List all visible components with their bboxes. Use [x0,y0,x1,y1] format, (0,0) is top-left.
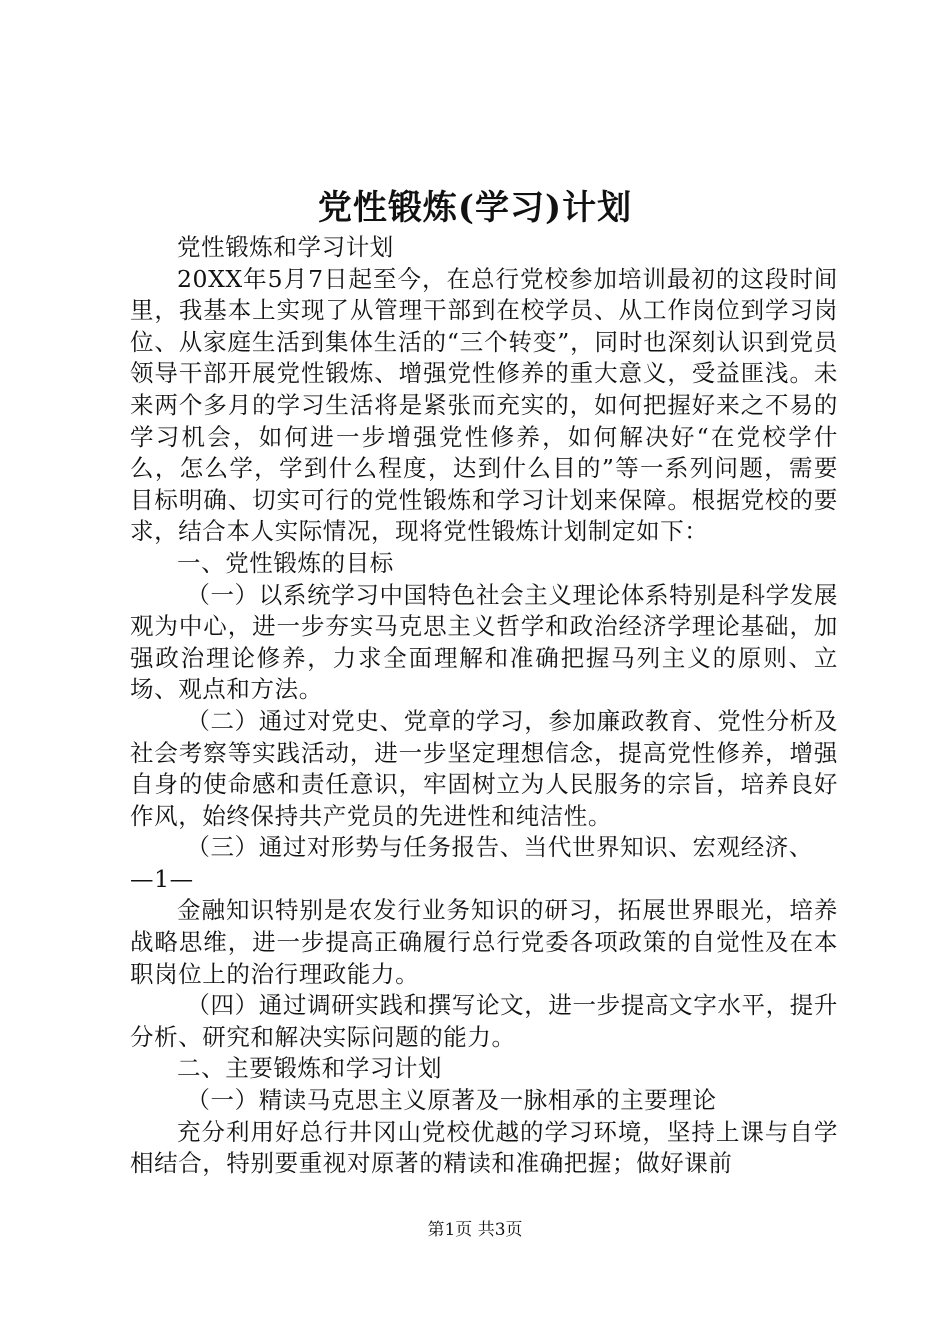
paragraph-plan-1: 充分利用好总行井冈山党校优越的学习环境，坚持上课与自学相结合，特别要重视对原著的精读和准确把握；做好课前 [130,1117,838,1178]
paragraph-subtitle: 党性锻炼和学习计划 [177,233,394,261]
section-heading-goals: 一、党性锻炼的目标 [177,548,394,577]
inline-page-marker: —1— [130,864,194,893]
paragraph-intro: 20XX年5月7日起至今，在总行党校参加培训最初的这段时间里，我基本上实现了从管理干部到在校学员、从工作岗位到学习岗位、从家庭生活到集体生活的“三个转变”，同时也深刻认识到党员领导干部开展党性锻炼、增强党性修养的重大意义，受益匪浅。未来两个多月的学习生活将是紧张而充实的，如何把握好来之不易的学习机会，如何进一步增强党性修养，如何解决好“在党校学什么，怎么学，学到什么程度，达到什么目的”等一系列问题，需要目标明确、切实可行的党性锻炼和学习计划来保障。根据党校的要求，结合本人实际情况，现将党性锻炼计划制定如下： [130,264,838,546]
paragraph-goal-3-cont: 金融知识特别是农发行业务知识的研习，拓展世界眼光，培养战略思维，进一步提高正确履行总行党委各项政策的自觉性及在本职岗位上的治行理政能力。 [130,896,838,988]
document-body [130,232,838,1180]
paragraph-goal-3-start: （三）通过对形势与任务报告、当代世界知识、宏观经济、 [186,833,813,862]
paragraph-goal-4: （四）通过调研实践和撰写论文，进一步提高文字水平，提升分析、研究和解决实际问题的能力。 [130,991,838,1051]
subheading-plan-1: （一）精读马克思主义原著及一脉相承的主要理论 [186,1086,717,1115]
document-title: 党性锻炼(学习)计划 [317,188,633,228]
section-heading-plan: 二、主要锻炼和学习计划 [177,1054,443,1083]
paragraph-goal-2: （二）通过对党史、党章的学习，参加廉政教育、党性分析及社会考察等实践活动，进一步坚定理想信念，提高党性修养，增强自身的使命感和责任意识，牢固树立为人民服务的宗旨，培养良好作风，始终保持共产党员的先进性和纯洁性。 [130,706,838,830]
paragraph-goal-1: （一）以系统学习中国特色社会主义理论体系特别是科学发展观为中心，进一步夯实马克思主义哲学和政治经济学理论基础，加强政治理论修养，力求全面理解和准确把握马列主义的原则、立场、观点和方法。 [130,580,838,704]
page-footer: 第1页 共3页 [427,1220,523,1240]
